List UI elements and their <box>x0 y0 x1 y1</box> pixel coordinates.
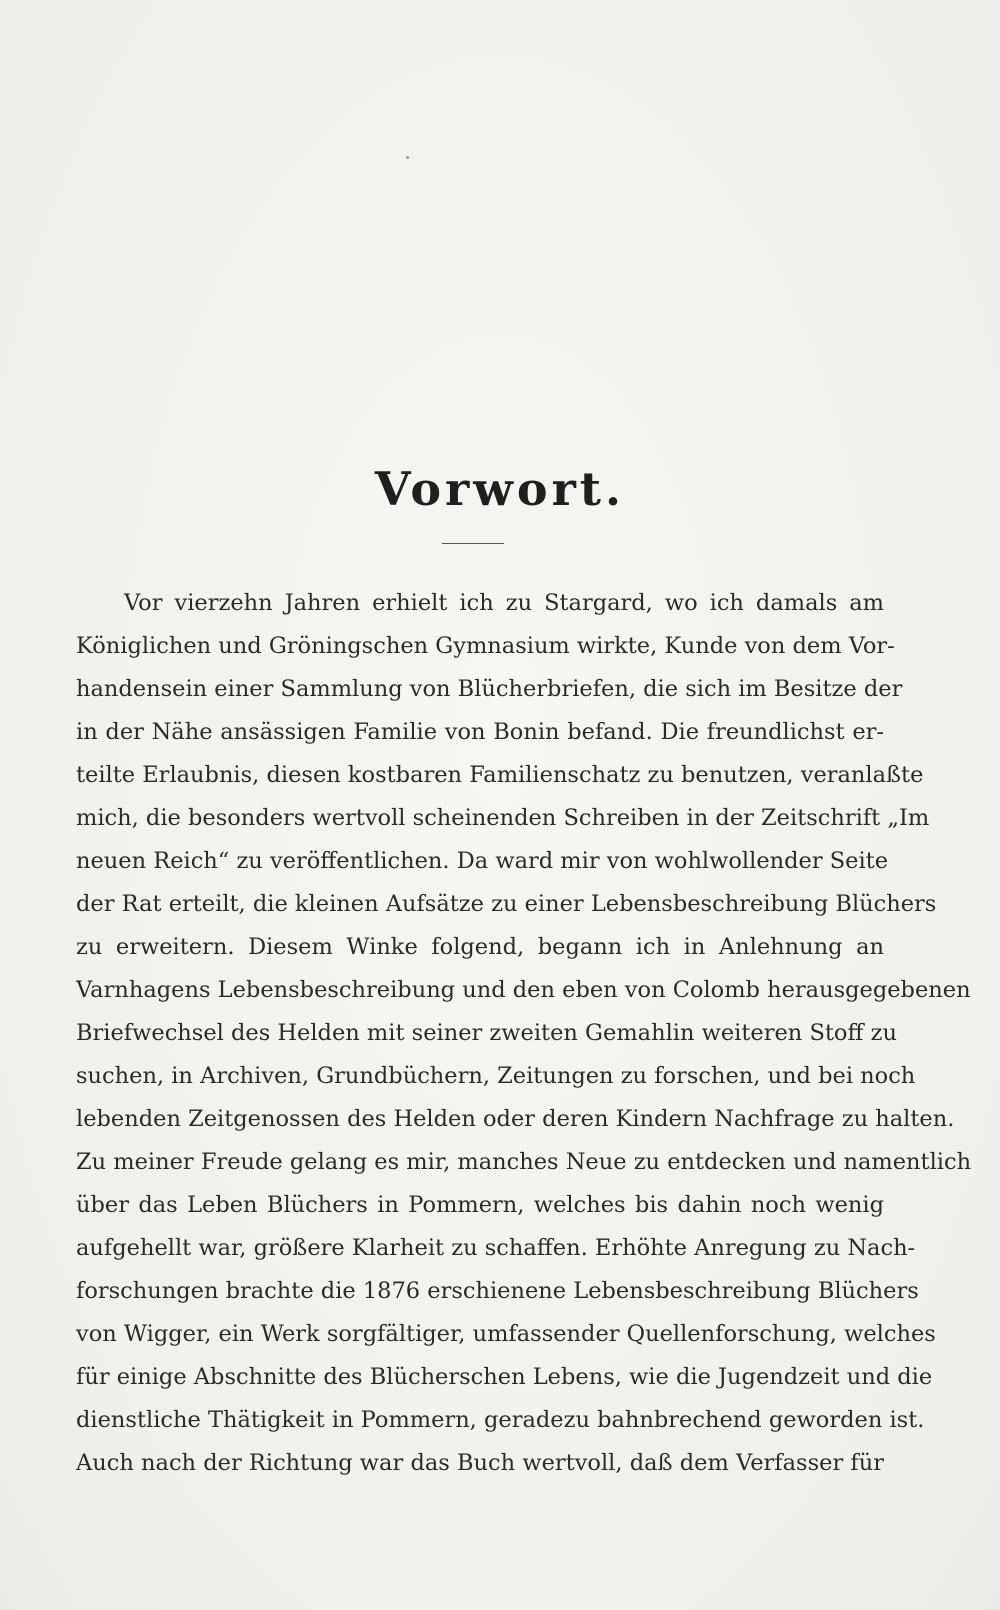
text-line: forschungen brachte die 1876 erschienene Lebensbeschreibung Blüchers <box>76 1278 919 1304</box>
text-line: teilte Erlaubnis, diesen kostbaren Familienschatz zu benutzen, veranlaßte <box>76 762 924 788</box>
text-line: über das Leben Blüchers in Pommern, welches bis dahin noch wenig <box>76 1192 884 1218</box>
paper-speck <box>406 156 409 159</box>
text-line: zu erweitern. Diesem Winke folgend, begann ich in Anlehnung an <box>76 934 884 960</box>
text-line: dienstliche Thätigkeit in Pommern, geradezu bahnbrechend geworden ist. <box>76 1407 925 1433</box>
text-line: handensein einer Sammlung von Blücherbriefen, die sich im Besitze der <box>76 676 903 702</box>
text-line: suchen, in Archiven, Grundbüchern, Zeitungen zu forschen, und bei noch <box>76 1063 916 1089</box>
text-line: aufgehellt war, größere Klarheit zu schaffen. Erhöhte Anregung zu Nach- <box>76 1235 916 1261</box>
text-line: Briefwechsel des Helden mit seiner zweiten Gemahlin weiteren Stoff zu <box>76 1020 897 1046</box>
text-line: Königlichen und Gröningschen Gymnasium wirkte, Kunde von dem Vor- <box>76 633 895 659</box>
text-line: Auch nach der Richtung war das Buch wertvoll, daß dem Verfasser für <box>76 1450 884 1476</box>
text-line: mich, die besonders wertvoll scheinenden Schreiben in der Zeitschrift „Im <box>76 805 930 831</box>
text-line: in der Nähe ansässigen Familie von Bonin befand. Die freundlichst er- <box>76 719 884 745</box>
text-line: neuen Reich“ zu veröffentlichen. Da ward mir von wohlwollender Seite <box>76 848 889 874</box>
text-line: lebenden Zeitgenossen des Helden oder deren Kindern Nachfrage zu halten. <box>76 1106 955 1132</box>
text-line: für einige Abschnitte des Blücherschen Lebens, wie die Jugendzeit und die <box>76 1364 933 1390</box>
text-line: Varnhagens Lebensbeschreibung und den eben von Colomb herausgegebenen <box>76 977 971 1003</box>
text-line: der Rat erteilt, die kleinen Aufsätze zu einer Lebensbeschreibung Blüchers <box>76 891 937 917</box>
text-line: Zu meiner Freude gelang es mir, manches Neue zu entdecken und namentlich <box>76 1149 972 1175</box>
page-title: Vorwort. <box>374 462 626 516</box>
text-line: von Wigger, ein Werk sorgfältiger, umfassender Quellenforschung, welches <box>76 1321 936 1347</box>
text-line: Vor vierzehn Jahren erhielt ich zu Stargard, wo ich damals am <box>124 590 884 616</box>
title-divider <box>442 543 504 544</box>
body-paragraph <box>76 582 972 1485</box>
